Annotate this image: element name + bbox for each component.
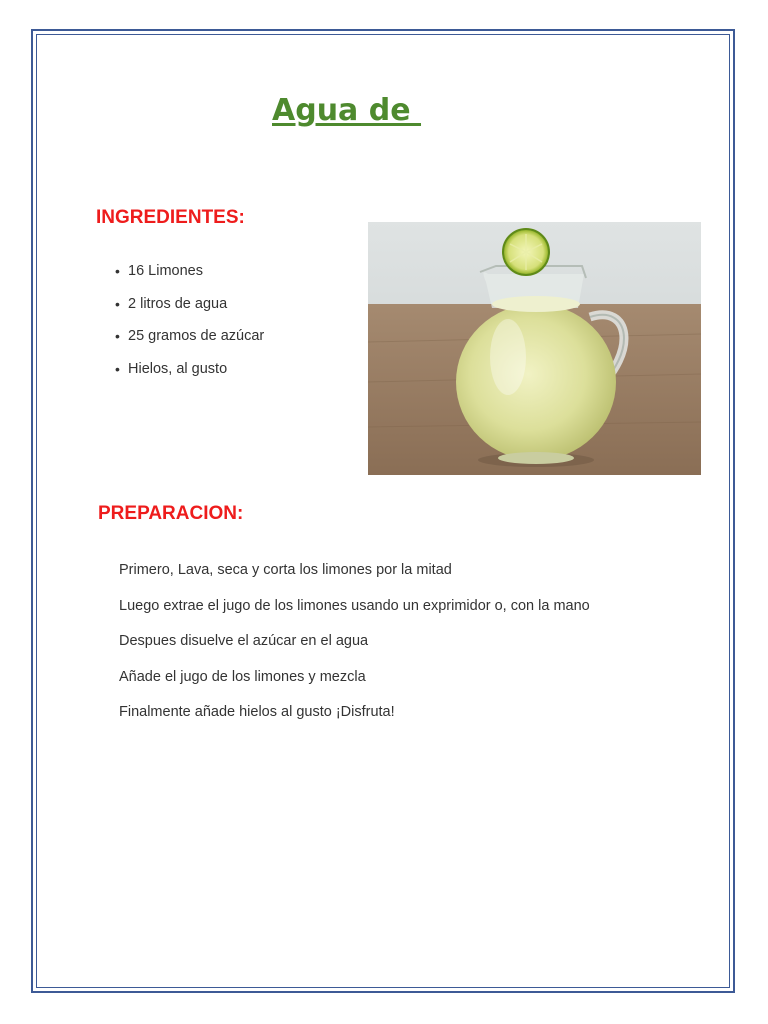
ingredients-list xyxy=(115,263,264,393)
preparation-steps xyxy=(119,562,590,740)
bullet-icon: • xyxy=(115,263,120,279)
ingredient-text: 2 litros de agua xyxy=(128,295,228,312)
bullet-icon: • xyxy=(115,360,120,377)
step-item: Despues disuelve el azúcar en el agua xyxy=(119,633,369,649)
bullet-icon: • xyxy=(115,328,120,344)
step-item: Finalmente añade hielos al gusto ¡Disfruta! xyxy=(119,704,395,720)
ingredient-item xyxy=(115,361,264,394)
bullet-icon: • xyxy=(115,295,120,312)
ingredient-text: 25 gramos de azúcar xyxy=(128,328,265,344)
ingredient-item xyxy=(115,328,264,361)
ingredients-heading: INGREDIENTES: xyxy=(96,207,245,228)
step-item: Añade el jugo de los limones y mezcla xyxy=(119,668,366,685)
preparation-heading: PREPARACION: xyxy=(98,503,244,524)
step-item: Primero, Lava, seca y corta los limones por la mitad xyxy=(119,562,452,578)
ingredient-text: 16 Limones xyxy=(128,263,203,279)
lemonade-pitcher-photo xyxy=(368,222,701,475)
ingredient-item xyxy=(115,263,264,296)
recipe-title: Agua de xyxy=(272,93,422,128)
step-item: Luego extrae el jugo de los limones usando un exprimidor o, con la mano xyxy=(119,597,590,614)
ingredient-item xyxy=(115,296,264,329)
ingredient-text: Hielos, al gusto xyxy=(128,360,228,377)
